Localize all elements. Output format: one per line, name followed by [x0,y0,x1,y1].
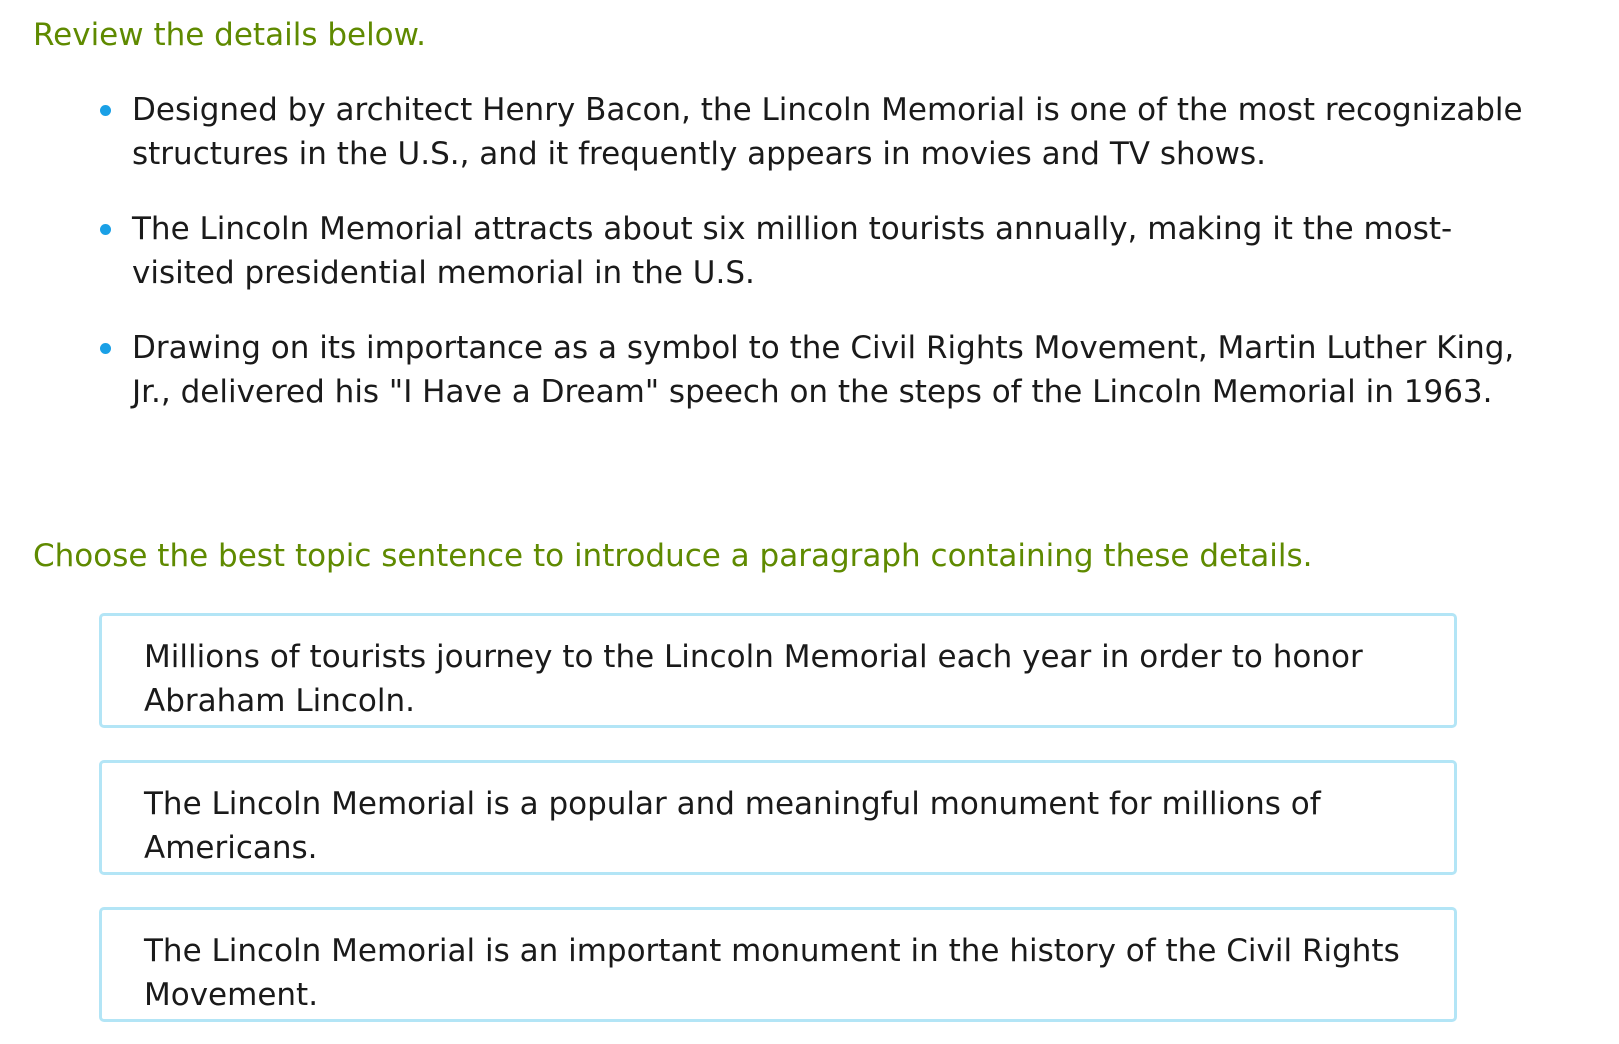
detail-item [132,326,1532,414]
bullet-icon [100,105,111,116]
answer-choice-text: The Lincoln Memorial is a popular and meaningful monument for millions of Americans. [144,786,1321,866]
review-prompt: Review the details below. [33,17,427,53]
answer-choice-3[interactable] [99,907,1457,1022]
detail-text: The Lincoln Memorial attracts about six million tourists annually, making it the most-visited presidential memorial in the U.S. [132,211,1453,291]
bullet-icon [100,343,111,354]
detail-text: Drawing on its importance as a symbol to the Civil Rights Movement, Martin Luther King, Jr., delivered his "I Have a Dream" speech on the steps of the Lincoln Memorial in 1963. [132,330,1515,410]
bullet-icon [100,224,111,235]
details-list [0,88,1560,414]
detail-item [132,207,1532,295]
answer-choice-text: The Lincoln Memorial is an important monument in the history of the Civil Rights Movement. [144,933,1400,1013]
answer-choice-2[interactable] [99,760,1457,875]
choose-prompt: Choose the best topic sentence to introduce a paragraph containing these details. [33,538,1313,574]
detail-text: Designed by architect Henry Bacon, the Lincoln Memorial is one of the most recognizable structures in the U.S., and it frequently appears in movies and TV shows. [132,92,1523,172]
answer-choices [99,613,1457,1022]
detail-item [132,88,1532,176]
answer-choice-1[interactable] [99,613,1457,728]
answer-choice-text: Millions of tourists journey to the Lincoln Memorial each year in order to honor Abraham Lincoln. [144,639,1363,719]
